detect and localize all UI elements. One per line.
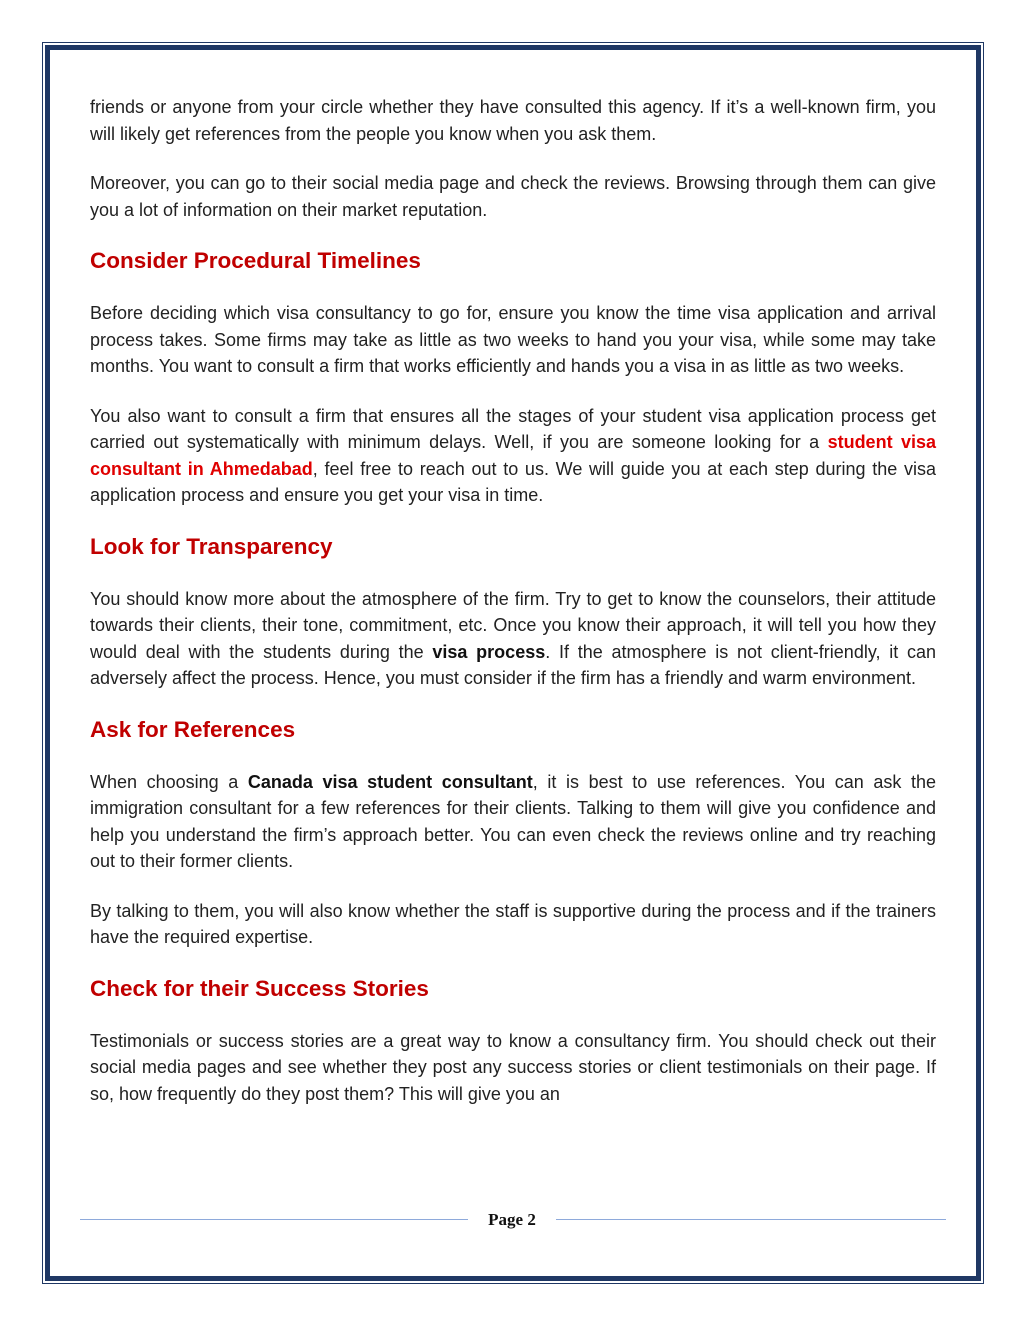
paragraph-social-media: Moreover, you can go to their social media page and check the reviews. Browsing through them can give you a lot of information on their market reputation.: [90, 173, 936, 220]
paragraph-systematic-process: [90, 403, 936, 509]
paragraph-timelines: Before deciding which visa consultancy to go for, ensure you know the time visa application and arrival process takes. Some firms may take as little as two weeks to hand you your visa, while some may take months. You want to consult a firm that works efficiently and hands you a visa in as little as two weeks.: [90, 303, 936, 376]
paragraph-references: [90, 769, 936, 875]
paragraph-text: You should know more about the atmosphere of the firm. Try to get to know the counselors, their attitude towards their clients, their tone, commitment, etc. Once you know their approach, it will tell you how they would deal with the students during the: [90, 588, 936, 662]
paragraph-references-intro: friends or anyone from your circle whether they have consulted this agency. If it’s a well-known firm, you will likely get references from the people you know when you ask them.: [90, 97, 936, 144]
heading-transparency: Look for Transparency: [90, 533, 333, 559]
canada-consultant-bold: Canada visa student consultant: [247, 771, 533, 792]
paragraph-text: . If the atmosphere is not client-friendly, it can adversely affect the process. Hence, you must consider if the firm has a friendly and warm environment.: [90, 641, 936, 688]
paragraph-testimonials: Testimonials or success stories are a great way to know a consultancy firm. You should check out their social media pages and see whether they post any success stories or client testimonials on their page. If so, how frequently do they post them? This will give you an: [90, 1030, 936, 1104]
paragraph-staff-support: By talking to them, you will also know whether the staff is supportive during the process and if the trainers have the required expertise.: [90, 900, 936, 947]
paragraph-transparency: [90, 586, 936, 692]
student-visa-consultant-link[interactable]: student visa consultant in Ahmedabad: [90, 432, 936, 479]
paragraph-text: , it is best to use references. You can ask the immigration consultant for a few references for their clients. Talking to them will give you confidence and help you understand the firm’s approach better. You can even check the reviews online and try reaching out to their former clients.: [90, 771, 936, 871]
page-content: [90, 94, 936, 1130]
page-number: Page 2: [488, 1210, 536, 1229]
visa-process-bold: visa process: [432, 641, 546, 662]
page-footer: [80, 1207, 946, 1233]
heading-ask-references: Ask for References: [90, 716, 296, 742]
heading-success-stories: Check for their Success Stories: [90, 975, 429, 1001]
footer-rule-right: [556, 1219, 946, 1220]
paragraph-text: When choosing a: [90, 771, 248, 792]
heading-procedural-timelines: Consider Procedural Timelines: [90, 248, 421, 273]
paragraph-text: , feel free to reach out to us. We will guide you at each step during the visa application process and ensure you get your visa in time.: [90, 458, 936, 505]
paragraph-text: You also want to consult a firm that ensures all the stages of your student visa application process get carried out systematically with minimum delays. Well, if you are someone looking for a: [90, 405, 936, 452]
footer-rule-left: [80, 1219, 468, 1220]
